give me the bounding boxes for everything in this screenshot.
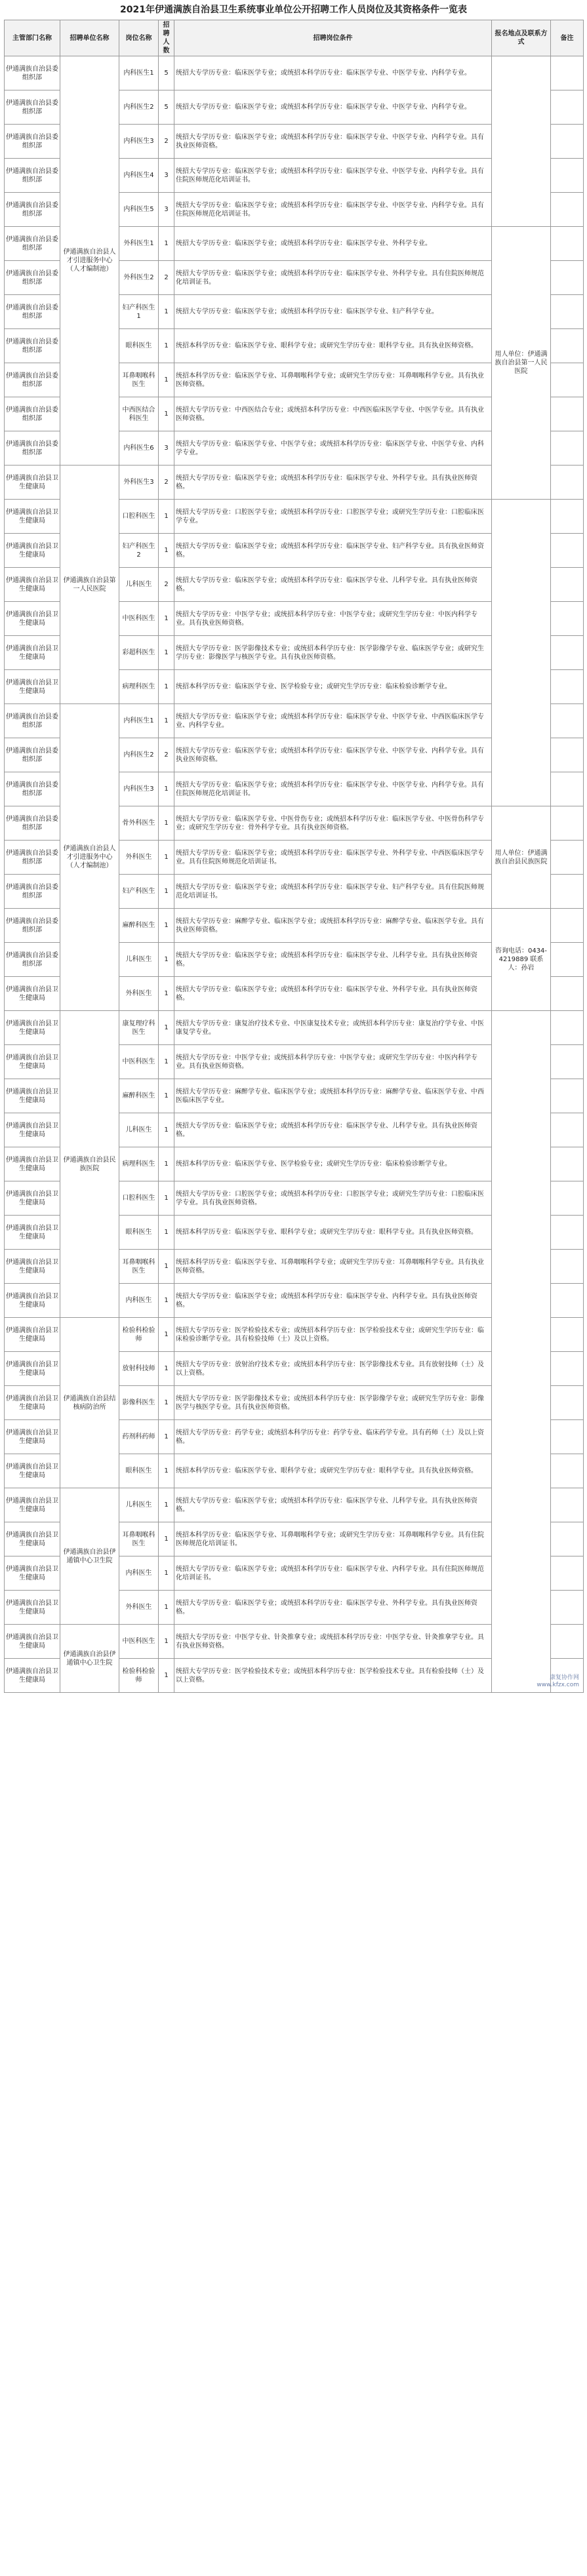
cell-requirements: 统招大专学历专业：口腔医学专业；或统招本科学历专业：口腔医学专业；或研究生学历专业：口腔临床医学专业。 <box>174 500 492 534</box>
cell-dept: 伊通满族自治县卫生健康局 <box>5 568 60 602</box>
cell-note <box>551 125 584 159</box>
cell-post: 内科医生1 <box>119 56 159 90</box>
cell-count: 1 <box>159 534 174 568</box>
cell-requirements: 统招大专学历专业：临床医学专业；或统招本科学历专业：临床医学专业、妇产科学专业。具有住院医师规范化培训证书。 <box>174 875 492 909</box>
cell-unit: 伊通满族自治县伊通镇中心卫生院 <box>60 1625 119 1693</box>
cell-count: 1 <box>159 943 174 977</box>
cell-note <box>551 1181 584 1216</box>
cell-post: 眼科医生 <box>119 1216 159 1250</box>
cell-unit: 伊通满族自治县人才引进服务中心（人才编制池） <box>60 704 119 1011</box>
cell-requirements: 统招本科学历专业：临床医学专业、眼科学专业；或研究生学历专业：眼科学专业。具有执业医师资格。 <box>174 329 492 363</box>
cell-unit: 伊通满族自治县结核病防治所 <box>60 1318 119 1488</box>
cell-requirements: 统招大专学历专业：临床医学专业；或统招本科学历专业：临床医学专业、儿科学专业。具有执业医师资格。 <box>174 568 492 602</box>
cell-dept: 伊通满族自治县卫生健康局 <box>5 1625 60 1659</box>
cell-note <box>551 670 584 704</box>
cell-requirements: 统招大专学历专业：临床医学专业；或统招本科学历专业：临床医学专业、儿科学专业。具有执业医师资格。 <box>174 1488 492 1522</box>
cell-dept: 伊通满族自治县卫生健康局 <box>5 636 60 670</box>
cell-contact <box>492 1011 551 1693</box>
header-dept: 主管部门名称 <box>5 20 60 56</box>
cell-note <box>551 261 584 295</box>
cell-post: 中医科医生 <box>119 1045 159 1079</box>
cell-count: 1 <box>159 704 174 738</box>
cell-note <box>551 1454 584 1488</box>
cell-post: 外科医生 <box>119 977 159 1011</box>
cell-note <box>551 1420 584 1454</box>
cell-note <box>551 738 584 772</box>
cell-post: 中医科医生 <box>119 1625 159 1659</box>
cell-post: 彩超科医生 <box>119 636 159 670</box>
cell-note <box>551 1591 584 1625</box>
cell-dept: 伊通满族自治县委组织部 <box>5 875 60 909</box>
cell-dept: 伊通满族自治县卫生健康局 <box>5 1216 60 1250</box>
cell-unit: 伊通满族自治县第一人民医院 <box>60 466 119 704</box>
cell-post: 外科医生1 <box>119 227 159 261</box>
cell-dept: 伊通满族自治县卫生健康局 <box>5 670 60 704</box>
cell-dept: 伊通满族自治县委组织部 <box>5 159 60 193</box>
cell-note <box>551 1079 584 1113</box>
cell-note <box>551 1488 584 1522</box>
cell-post: 麻醉科医生 <box>119 1079 159 1113</box>
cell-count: 1 <box>159 977 174 1011</box>
cell-count: 5 <box>159 90 174 125</box>
cell-requirements: 统招大专学历专业：口腔医学专业；或统招本科学历专业：口腔医学专业；或研究生学历专业：口腔临床医学专业。具有执业医师资格。 <box>174 1181 492 1216</box>
cell-dept: 伊通满族自治县卫生健康局 <box>5 977 60 1011</box>
cell-note <box>551 602 584 636</box>
cell-count: 1 <box>159 1181 174 1216</box>
cell-requirements: 统招大专学历专业：药学专业；或统招本科学历专业：药学专业、临床药学专业。具有药师（士）及以上资格。 <box>174 1420 492 1454</box>
cell-count: 1 <box>159 1147 174 1181</box>
cell-contact <box>492 56 551 227</box>
cell-count: 1 <box>159 227 174 261</box>
cell-note <box>551 466 584 500</box>
cell-count: 3 <box>159 431 174 466</box>
cell-dept: 伊通满族自治县卫生健康局 <box>5 1420 60 1454</box>
cell-post: 儿科医生 <box>119 568 159 602</box>
cell-post: 内科医生4 <box>119 159 159 193</box>
cell-dept: 伊通满族自治县卫生健康局 <box>5 466 60 500</box>
cell-post: 药剂科药师 <box>119 1420 159 1454</box>
cell-requirements: 统招大专学历专业：临床医学专业；或统招本科学历专业：临床医学专业、儿科学专业。具有执业医师资格。 <box>174 1113 492 1147</box>
cell-note <box>551 943 584 977</box>
cell-requirements: 统招大专学历专业：临床医学专业；或统招本科学历专业：临床医学专业、中医学专业、内科学专业。具有住院医师规范化培训证书。 <box>174 772 492 806</box>
cell-post: 外科医生3 <box>119 466 159 500</box>
cell-count: 1 <box>159 772 174 806</box>
cell-note <box>551 568 584 602</box>
cell-post: 耳鼻咽喉科医生 <box>119 363 159 397</box>
cell-post: 儿科医生 <box>119 1113 159 1147</box>
cell-dept: 伊通满族自治县卫生健康局 <box>5 1352 60 1386</box>
cell-note <box>551 909 584 943</box>
watermark-footer <box>536 1674 579 1689</box>
cell-requirements: 统招大专学历专业：临床医学专业；或统招本科学历专业：临床医学专业、儿科学专业。具有执业医师资格。 <box>174 943 492 977</box>
cell-dept: 伊通满族自治县卫生健康局 <box>5 1659 60 1693</box>
cell-requirements: 统招大专学历专业：临床医学专业；或统招本科学历专业：临床医学专业、中医学专业、内科学专业。具有执业医师资格。 <box>174 738 492 772</box>
cell-count: 2 <box>159 261 174 295</box>
cell-count: 1 <box>159 909 174 943</box>
cell-dept: 伊通满族自治县委组织部 <box>5 363 60 397</box>
cell-note <box>551 1625 584 1659</box>
cell-requirements: 统招大专学历专业：临床医学专业；或统招本科学历专业：临床医学专业、外科学专业。具有住院医师规范化培训证书。 <box>174 261 492 295</box>
cell-dept: 伊通满族自治县卫生健康局 <box>5 1284 60 1318</box>
cell-post: 外科医生 <box>119 841 159 875</box>
cell-post: 影像科医生 <box>119 1386 159 1420</box>
cell-dept: 伊通满族自治县卫生健康局 <box>5 1522 60 1556</box>
cell-note <box>551 1318 584 1352</box>
cell-requirements: 统招大专学历专业：临床医学专业；或统招本科学历专业：临床医学专业、内科学专业。具有住院医师规范化培训证书。 <box>174 1556 492 1591</box>
cell-note <box>551 977 584 1011</box>
cell-count: 1 <box>159 1454 174 1488</box>
cell-note <box>551 1147 584 1181</box>
cell-dept: 伊通满族自治县卫生健康局 <box>5 1454 60 1488</box>
cell-count: 1 <box>159 1420 174 1454</box>
cell-post: 内科医生6 <box>119 431 159 466</box>
cell-note <box>551 1386 584 1420</box>
cell-count: 3 <box>159 159 174 193</box>
cell-dept: 伊通满族自治县卫生健康局 <box>5 1079 60 1113</box>
cell-note <box>551 227 584 261</box>
cell-requirements: 统招本科学历专业：临床医学专业、耳鼻咽喉科学专业；或研究生学历专业：耳鼻咽喉科学专业。具有执业医师资格。 <box>174 363 492 397</box>
cell-requirements: 统招大专学历专业：麻醉学专业、临床医学专业；或统招本科学历专业：麻醉学专业、临床医学专业、中西医临床医学专业。 <box>174 1079 492 1113</box>
cell-requirements: 统招大专学历专业：临床医学专业、中医学专业；或统招本科学历专业：临床医学专业、中医学专业、内科学专业。 <box>174 431 492 466</box>
cell-post: 口腔科医生 <box>119 500 159 534</box>
table-body <box>5 56 584 1693</box>
header-post: 岗位名称 <box>119 20 159 56</box>
cell-dept: 伊通满族自治县卫生健康局 <box>5 1386 60 1420</box>
cell-count: 1 <box>159 875 174 909</box>
cell-dept: 伊通满族自治县委组织部 <box>5 227 60 261</box>
cell-dept: 伊通满族自治县卫生健康局 <box>5 1181 60 1216</box>
cell-requirements: 统招大专学历专业：医学检验技术专业；或统招本科学历专业：医学检验技术专业。具有检验技师（士）及以上资格。 <box>174 1659 492 1693</box>
cell-dept: 伊通满族自治县委组织部 <box>5 329 60 363</box>
cell-requirements: 统招本科学历专业：临床医学专业、耳鼻咽喉科学专业；或研究生学历专业：耳鼻咽喉科学专业。具有执业医师资格。 <box>174 1250 492 1284</box>
cell-dept: 伊通满族自治县卫生健康局 <box>5 1556 60 1591</box>
cell-dept: 伊通满族自治县委组织部 <box>5 806 60 841</box>
cell-unit: 伊通满族自治县民族医院 <box>60 1011 119 1318</box>
cell-post: 检验科检验师 <box>119 1318 159 1352</box>
cell-requirements: 统招大专学历专业：医学影像技术专业；或统招本科学历专业：医学影像学专业；或研究生学历专业：影像医学与核医学专业。具有执业医师资格。 <box>174 1386 492 1420</box>
cell-requirements: 统招本科学历专业：临床医学专业、耳鼻咽喉科学专业；或研究生学历专业：耳鼻咽喉科学专业。具有住院医师规范化培训证书。 <box>174 1522 492 1556</box>
cell-note <box>551 806 584 841</box>
table-row <box>5 1011 584 1045</box>
cell-note <box>551 772 584 806</box>
footer-line1: 康复协作网 <box>549 1674 579 1681</box>
cell-post: 妇产科医生2 <box>119 534 159 568</box>
cell-count: 2 <box>159 738 174 772</box>
cell-requirements: 统招大专学历专业：临床医学专业；或统招本科学历专业：临床医学专业、中医学专业、内科学专业。具有住院医师规范化培训证书。 <box>174 193 492 227</box>
cell-post: 内科医生1 <box>119 704 159 738</box>
cell-contact <box>492 500 551 806</box>
cell-count: 1 <box>159 397 174 431</box>
cell-note <box>551 159 584 193</box>
cell-note <box>551 1522 584 1556</box>
cell-post: 妇产科医生1 <box>119 295 159 329</box>
cell-count: 1 <box>159 1386 174 1420</box>
cell-requirements: 统招大专学历专业：临床医学专业；或统招本科学历专业：临床医学专业、外科学专业。具有执业医师资格。 <box>174 977 492 1011</box>
cell-post: 内科医生 <box>119 1556 159 1591</box>
cell-count: 1 <box>159 1113 174 1147</box>
cell-note <box>551 295 584 329</box>
cell-requirements: 统招大专学历专业：麻醉学专业、临床医学专业；或统招本科学历专业：麻醉学专业、临床医学专业。具有执业医师资格。 <box>174 909 492 943</box>
cell-count: 1 <box>159 602 174 636</box>
cell-requirements: 统招大专学历专业：医学影像技术专业；或统招本科学历专业：医学影像学专业、临床医学专业；或研究生学历专业：影像医学与核医学专业。具有执业医师资格。 <box>174 636 492 670</box>
cell-dept: 伊通满族自治县卫生健康局 <box>5 602 60 636</box>
cell-note <box>551 534 584 568</box>
cell-note <box>551 1113 584 1147</box>
cell-requirements: 统招大专学历专业：中医学专业；或统招本科学历专业：中医学专业；或研究生学历专业：中医内科学专业。具有执业医师资格。 <box>174 602 492 636</box>
cell-count: 1 <box>159 1045 174 1079</box>
cell-dept: 伊通满族自治县委组织部 <box>5 261 60 295</box>
cell-dept: 伊通满族自治县卫生健康局 <box>5 1250 60 1284</box>
cell-dept: 伊通满族自治县委组织部 <box>5 704 60 738</box>
cell-requirements: 统招大专学历专业：临床医学专业；或统招本科学历专业：临床医学专业、外科学专业、中西医临床医学专业。具有住院医师规范化培训证书。 <box>174 841 492 875</box>
cell-dept: 伊通满族自治县委组织部 <box>5 431 60 466</box>
cell-count: 2 <box>159 466 174 500</box>
cell-count: 1 <box>159 1625 174 1659</box>
cell-count: 1 <box>159 1522 174 1556</box>
cell-note <box>551 875 584 909</box>
cell-dept: 伊通满族自治县卫生健康局 <box>5 1113 60 1147</box>
cell-count: 1 <box>159 1352 174 1386</box>
cell-note <box>551 1556 584 1591</box>
cell-count: 1 <box>159 1488 174 1522</box>
header-contact: 报名地点及联系方式 <box>492 20 551 56</box>
cell-post: 妇产科医生 <box>119 875 159 909</box>
cell-requirements: 统招大专学历专业：临床医学专业；或统招本科学历专业：临床医学专业、妇产科学专业。 <box>174 295 492 329</box>
cell-unit: 伊通满族自治县人才引进服务中心（人才编制池） <box>60 56 119 466</box>
cell-count: 1 <box>159 1284 174 1318</box>
table-header-row <box>5 20 584 56</box>
cell-note <box>551 500 584 534</box>
cell-post: 内科医生3 <box>119 125 159 159</box>
header-unit: 招聘单位名称 <box>60 20 119 56</box>
header-requirements: 招聘岗位条件 <box>174 20 492 56</box>
cell-requirements: 统招大专学历专业：临床医学专业；或统招本科学历专业：临床医学专业、中医学专业、内科学专业。 <box>174 56 492 90</box>
cell-requirements: 统招大专学历专业：康复治疗技术专业、中医康复技术专业；或统招本科学历专业：康复治疗学专业、中医康复学专业。 <box>174 1011 492 1045</box>
cell-note <box>551 1216 584 1250</box>
cell-requirements: 统招大专学历专业：临床医学专业；或统招本科学历专业：临床医学专业、中医学专业、内科学专业。 <box>174 90 492 125</box>
footer-line2: www.kfzx.com <box>536 1682 579 1688</box>
cell-post: 麻醉科医生 <box>119 909 159 943</box>
cell-dept: 伊通满族自治县卫生健康局 <box>5 1591 60 1625</box>
cell-requirements: 统招大专学历专业：临床医学专业；或统招本科学历专业：临床医学专业、外科学专业。具有执业医师资格。 <box>174 1591 492 1625</box>
cell-requirements: 统招大专学历专业：临床医学专业；或统招本科学历专业：临床医学专业、外科学专业。 <box>174 227 492 261</box>
cell-post: 眼科医生 <box>119 1454 159 1488</box>
cell-note <box>551 397 584 431</box>
cell-count: 1 <box>159 636 174 670</box>
cell-count: 1 <box>159 295 174 329</box>
cell-dept: 伊通满族自治县委组织部 <box>5 295 60 329</box>
cell-post: 内科医生2 <box>119 738 159 772</box>
cell-dept: 伊通满族自治县委组织部 <box>5 772 60 806</box>
cell-post: 内科医生2 <box>119 90 159 125</box>
cell-post: 内科医生5 <box>119 193 159 227</box>
cell-dept: 伊通满族自治县委组织部 <box>5 56 60 90</box>
cell-post: 眼科医生 <box>119 329 159 363</box>
cell-dept: 伊通满族自治县卫生健康局 <box>5 500 60 534</box>
cell-count: 2 <box>159 568 174 602</box>
cell-dept: 伊通满族自治县委组织部 <box>5 193 60 227</box>
cell-count: 1 <box>159 1079 174 1113</box>
cell-note <box>551 56 584 90</box>
cell-dept: 伊通满族自治县委组织部 <box>5 738 60 772</box>
cell-contact: 用人单位：伊通满族自治县民族医院 <box>492 806 551 909</box>
recruitment-table <box>4 20 584 1693</box>
cell-post: 儿科医生 <box>119 1488 159 1522</box>
cell-post: 外科医生 <box>119 1591 159 1625</box>
cell-contact: 用人单位：伊通满族自治县第一人民医院 <box>492 227 551 500</box>
cell-count: 1 <box>159 806 174 841</box>
cell-dept: 伊通满族自治县委组织部 <box>5 841 60 875</box>
cell-post: 耳鼻咽喉科医生 <box>119 1522 159 1556</box>
cell-count: 1 <box>159 1556 174 1591</box>
cell-requirements: 统招本科学历专业：临床医学专业、眼科学专业；或研究生学历专业：眼科学专业。具有执业医师资格。 <box>174 1216 492 1250</box>
cell-dept: 伊通满族自治县委组织部 <box>5 943 60 977</box>
cell-post: 骨外科医生 <box>119 806 159 841</box>
cell-count: 1 <box>159 1591 174 1625</box>
cell-count: 1 <box>159 329 174 363</box>
cell-post: 病理科医生 <box>119 670 159 704</box>
cell-dept: 伊通满族自治县卫生健康局 <box>5 1318 60 1352</box>
cell-post: 病理科医生 <box>119 1147 159 1181</box>
cell-dept: 伊通满族自治县卫生健康局 <box>5 534 60 568</box>
cell-unit: 伊通满族自治县伊通镇中心卫生院 <box>60 1488 119 1625</box>
cell-count: 1 <box>159 500 174 534</box>
cell-note <box>551 1284 584 1318</box>
cell-note <box>551 1011 584 1045</box>
cell-count: 5 <box>159 56 174 90</box>
cell-post: 耳鼻咽喉科医生 <box>119 1250 159 1284</box>
cell-requirements: 统招大专学历专业：临床医学专业；或统招本科学历专业：临床医学专业、内科学专业。具有执业医师资格。 <box>174 1284 492 1318</box>
cell-note <box>551 704 584 738</box>
page <box>4 0 583 1693</box>
page-title: 2021年伊通满族自治县卫生系统事业单位公开招聘工作人员岗位及其资格条件一览表 <box>120 5 467 15</box>
cell-requirements: 统招大专学历专业：医学检验技术专业；或统招本科学历专业：医学检验技术专业；或研究生学历专业：临床检验诊断学专业。具有检验技师（士）及以上资格。 <box>174 1318 492 1352</box>
cell-note <box>551 1045 584 1079</box>
cell-post: 检验科检验师 <box>119 1659 159 1693</box>
cell-note <box>551 431 584 466</box>
cell-note <box>551 193 584 227</box>
cell-post: 外科医生2 <box>119 261 159 295</box>
cell-count: 1 <box>159 1318 174 1352</box>
cell-post: 中西医结合科医生 <box>119 397 159 431</box>
cell-note <box>551 1250 584 1284</box>
cell-note <box>551 90 584 125</box>
cell-dept: 伊通满族自治县卫生健康局 <box>5 1488 60 1522</box>
cell-post: 中医科医生 <box>119 602 159 636</box>
cell-requirements: 统招大专学历专业：临床医学专业；或统招本科学历专业：临床医学专业、妇产科学专业。具有执业医师资格。 <box>174 534 492 568</box>
cell-note <box>551 1352 584 1386</box>
cell-post: 放射科技师 <box>119 1352 159 1386</box>
cell-requirements: 统招本科学历专业：临床医学专业、医学检验专业；或研究生学历专业：临床检验诊断学专业。 <box>174 1147 492 1181</box>
header-count: 招聘人数 <box>159 20 174 56</box>
cell-post: 儿科医生 <box>119 943 159 977</box>
cell-count: 2 <box>159 125 174 159</box>
cell-post: 内科医生 <box>119 1284 159 1318</box>
cell-requirements: 统招大专学历专业：中医学专业；或统招本科学历专业：中医学专业；或研究生学历专业：中医内科学专业。具有执业医师资格。 <box>174 1045 492 1079</box>
cell-count: 1 <box>159 670 174 704</box>
cell-note <box>551 329 584 363</box>
cell-dept: 伊通满族自治县委组织部 <box>5 90 60 125</box>
cell-requirements: 统招大专学历专业：临床医学专业；或统招本科学历专业：临床医学专业、中医学专业、中西医临床医学专业、内科学专业。 <box>174 704 492 738</box>
cell-count: 1 <box>159 1659 174 1693</box>
cell-post: 内科医生3 <box>119 772 159 806</box>
cell-requirements: 统招大专学历专业：中医学专业、针灸推拿专业；或统招本科学历专业：中医学专业、针灸推拿学专业。具有执业医师资格。 <box>174 1625 492 1659</box>
cell-post: 康复理疗科医生 <box>119 1011 159 1045</box>
cell-contact: 咨询电话：0434-4219889 联系人：孙岩 <box>492 909 551 1011</box>
cell-requirements: 统招大专学历专业：临床医学专业、中医骨伤专业；或统招本科学历专业：临床医学专业、中医骨伤科学专业；或研究生学历专业：骨外科学专业。具有执业医师资格。 <box>174 806 492 841</box>
cell-dept: 伊通满族自治县卫生健康局 <box>5 1147 60 1181</box>
cell-note <box>551 636 584 670</box>
cell-dept: 伊通满族自治县委组织部 <box>5 125 60 159</box>
cell-dept: 伊通满族自治县卫生健康局 <box>5 1011 60 1045</box>
cell-requirements: 统招本科学历专业：临床医学专业、医学检验专业；或研究生学历专业：临床检验诊断学专业。 <box>174 670 492 704</box>
cell-count: 1 <box>159 1250 174 1284</box>
cell-count: 3 <box>159 193 174 227</box>
cell-note <box>551 841 584 875</box>
cell-dept: 伊通满族自治县委组织部 <box>5 909 60 943</box>
cell-note <box>551 363 584 397</box>
cell-requirements: 统招大专学历专业：临床医学专业；或统招本科学历专业：临床医学专业、中医学专业、内科学专业。具有住院医师规范化培训证书。 <box>174 159 492 193</box>
cell-requirements: 统招大专学历专业：临床医学专业；或统招本科学历专业：临床医学专业、中医学专业、内科学专业。具有执业医师资格。 <box>174 125 492 159</box>
cell-dept: 伊通满族自治县委组织部 <box>5 397 60 431</box>
cell-requirements: 统招大专学历专业：放射治疗技术专业；或统招本科学历专业：医学影像技术专业。具有放射技师（士）及以上资格。 <box>174 1352 492 1386</box>
cell-count: 1 <box>159 841 174 875</box>
cell-dept: 伊通满族自治县卫生健康局 <box>5 1045 60 1079</box>
header-note: 备注 <box>551 20 584 56</box>
cell-requirements: 统招本科学历专业：临床医学专业、眼科学专业；或研究生学历专业：眼科学专业。具有执业医师资格。 <box>174 1454 492 1488</box>
cell-post: 口腔科医生 <box>119 1181 159 1216</box>
table-row <box>5 56 584 90</box>
cell-count: 1 <box>159 1011 174 1045</box>
cell-count: 1 <box>159 1216 174 1250</box>
cell-count: 1 <box>159 363 174 397</box>
cell-requirements: 统招大专学历专业：临床医学专业；或统招本科学历专业：临床医学专业、外科学专业。具有执业医师资格。 <box>174 466 492 500</box>
cell-requirements: 统招大专学历专业：中西医结合专业；或统招本科学历专业：中西医临床医学专业、中医学专业。具有执业医师资格。 <box>174 397 492 431</box>
